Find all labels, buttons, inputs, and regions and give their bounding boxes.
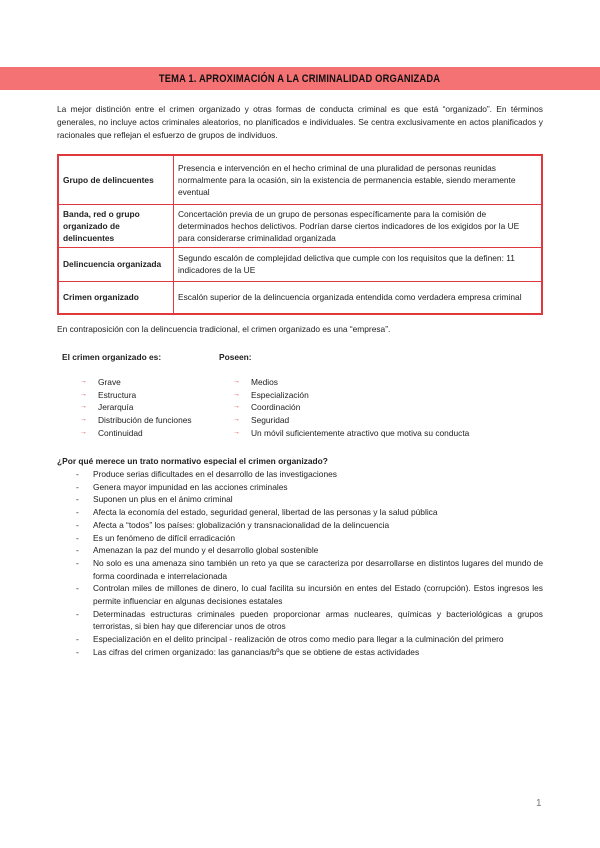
reasons-list <box>73 468 543 659</box>
list-item-text: Afecta a “todos” los países: globalización y transnacionalidad de la delincuencia <box>93 519 390 530</box>
list-item-text: Continuidad <box>98 427 143 438</box>
dash-bullet-icon: - <box>76 634 79 645</box>
arrow-bullet-icon: → <box>233 416 240 424</box>
list-item <box>73 519 543 532</box>
table-row <box>58 281 542 314</box>
dash-bullet-icon: - <box>76 557 79 568</box>
list-item <box>80 389 192 402</box>
arrow-bullet-icon: → <box>80 378 87 385</box>
list-item-text: Determinadas estructuras criminales pueden proporcionar armas nucleares, químicas y bacteriológicas a grupos terroristas, si bien hay que diferenciar unos de otros <box>93 608 543 632</box>
list-item <box>73 646 543 659</box>
list-item-text: Afecta la economía del estado, seguridad general, libertad de las personas y la salud pública <box>93 507 438 518</box>
list-item-text: Es un fenómeno de difícil erradicación <box>93 532 235 543</box>
list-item <box>73 544 543 557</box>
list-item-text: Produce serias dificultades en el desarrollo de las investigaciones <box>93 469 337 479</box>
list-item <box>73 633 543 646</box>
dash-bullet-icon: - <box>76 519 79 530</box>
list-item <box>73 532 543 545</box>
list-item-text: Amenazan la paz del mundo y el desarrollo global sostenible <box>93 545 319 556</box>
table-row <box>58 204 542 247</box>
list-item-text: Un móvil suficientemente atractivo que motiva su conducta <box>251 427 470 438</box>
contrast-sentence: En contraposición con la delincuencia tradicional, el crimen organizado es una “empresa”. <box>57 324 391 334</box>
intro-paragraph: La mejor distinción entre el crimen organizado y otras formas de conducta criminal es que está “organizado”. En términos generales, no incluye actos criminales aleatorios, no planificados e individuales. Se centra exclusivamente en actos planificados y racionales que reflejan el esfuerzo de grupos de individuos. <box>57 104 543 140</box>
term-cell: Grupo de delincuentes <box>58 155 174 204</box>
arrow-bullet-icon: → <box>233 403 240 411</box>
arrow-bullet-icon: → <box>80 390 87 398</box>
definition-cell: Concertación previa de un grupo de personas específicamente para la comisión de determinados hechos delictivos. Podrían darse ciertos indicadores de los exigidos por la UE para considerarse criminalidad organizada <box>174 204 543 247</box>
list-item <box>80 414 192 427</box>
list-item-text: Suponen un plus en el ánimo criminal <box>93 494 233 505</box>
dash-bullet-icon: - <box>76 481 79 492</box>
list-item-text: Medios <box>251 377 278 387</box>
title-banner <box>0 67 600 90</box>
definition-cell: Escalón superior de la delincuencia organizada entendida como verdadera empresa criminal <box>174 281 543 314</box>
possessions-list <box>233 376 469 440</box>
dash-bullet-icon: - <box>76 608 79 619</box>
list-item-text: Distribución de funciones <box>98 415 192 426</box>
definition-cell: Presencia e intervención en el hecho criminal de una pluralidad de personas reunidas normalmente para la ocasión, sin la existencia de permanencia estable, siendo meramente eventual <box>174 155 543 204</box>
list-item <box>73 481 543 494</box>
arrow-bullet-icon: → <box>233 378 240 385</box>
list-item <box>73 608 543 633</box>
term-cell: Delincuencia organizada <box>58 247 174 281</box>
dash-bullet-icon: - <box>76 532 79 543</box>
list-item-text: Jerarquía <box>98 402 134 413</box>
list-item-text: Las cifras del crimen organizado: las ganancias/bºs que se obtiene de estas actividades <box>93 646 420 657</box>
page-number: 1 <box>536 798 542 809</box>
dash-bullet-icon: - <box>76 646 79 657</box>
list-item <box>233 427 469 440</box>
list-item <box>73 506 543 519</box>
list-item <box>233 389 469 402</box>
list-item-text: Coordinación <box>251 402 301 413</box>
definition-cell: Segundo escalón de complejidad delictiva que cumple con los requisitos que la definen: 11 indicadores de la UE <box>174 247 543 281</box>
table-row <box>58 247 542 281</box>
list-item-text: No solo es una amenaza sino también un reto ya que se caracteriza por desarrollarse en distintos lugares del mundo de forma coordinada e interrelacionada <box>93 557 543 581</box>
dash-bullet-icon: - <box>76 583 79 594</box>
list-item <box>233 376 469 389</box>
list-item <box>80 401 192 414</box>
dash-bullet-icon: - <box>76 494 79 505</box>
question-heading: ¿Por qué merece un trato normativo especial el crimen organizado? <box>57 456 328 466</box>
characteristics-list <box>80 376 192 440</box>
arrow-bullet-icon: → <box>80 403 87 411</box>
arrow-bullet-icon: → <box>233 390 240 398</box>
list-item <box>233 414 469 427</box>
list-item-text: Especialización <box>251 389 309 400</box>
list-item-text: Grave <box>98 377 121 387</box>
arrow-bullet-icon: → <box>80 416 87 424</box>
list-item-text: Especialización en el delito principal - realización de otros como medio para llegar a la culminación del primero <box>93 634 504 645</box>
list-item-text: Controlan miles de millones de dinero, lo cual facilita su incursión en entes del Estado (corrupción). Estos ingresos les permite influenciar en algunas decisiones estatales <box>93 583 543 607</box>
definitions-table <box>57 154 543 315</box>
list-item <box>73 557 543 582</box>
arrow-bullet-icon: → <box>233 428 240 436</box>
dash-bullet-icon: - <box>76 545 79 556</box>
page-title: TEMA 1. APROXIMACIÓN A LA CRIMINALIDAD ORGANIZADA <box>159 72 441 85</box>
term-cell: Crimen organizado <box>58 281 174 314</box>
list-item-text: Genera mayor impunidad en las acciones criminales <box>93 481 288 492</box>
list-item <box>80 427 192 440</box>
dash-bullet-icon: - <box>76 507 79 518</box>
list-item <box>73 468 543 481</box>
term-cell: Banda, red o grupo organizado de delincuentes <box>58 204 174 247</box>
dash-bullet-icon: - <box>76 469 79 479</box>
list-item <box>233 401 469 414</box>
left-heading: El crimen organizado es: <box>62 352 162 362</box>
list-item-text: Seguridad <box>251 415 290 426</box>
right-heading: Poseen: <box>219 352 252 362</box>
list-item-text: Estructura <box>98 389 137 400</box>
list-item <box>73 493 543 506</box>
table-row <box>58 155 542 204</box>
list-item <box>80 376 192 389</box>
list-item <box>73 582 543 607</box>
arrow-bullet-icon: → <box>80 428 87 436</box>
